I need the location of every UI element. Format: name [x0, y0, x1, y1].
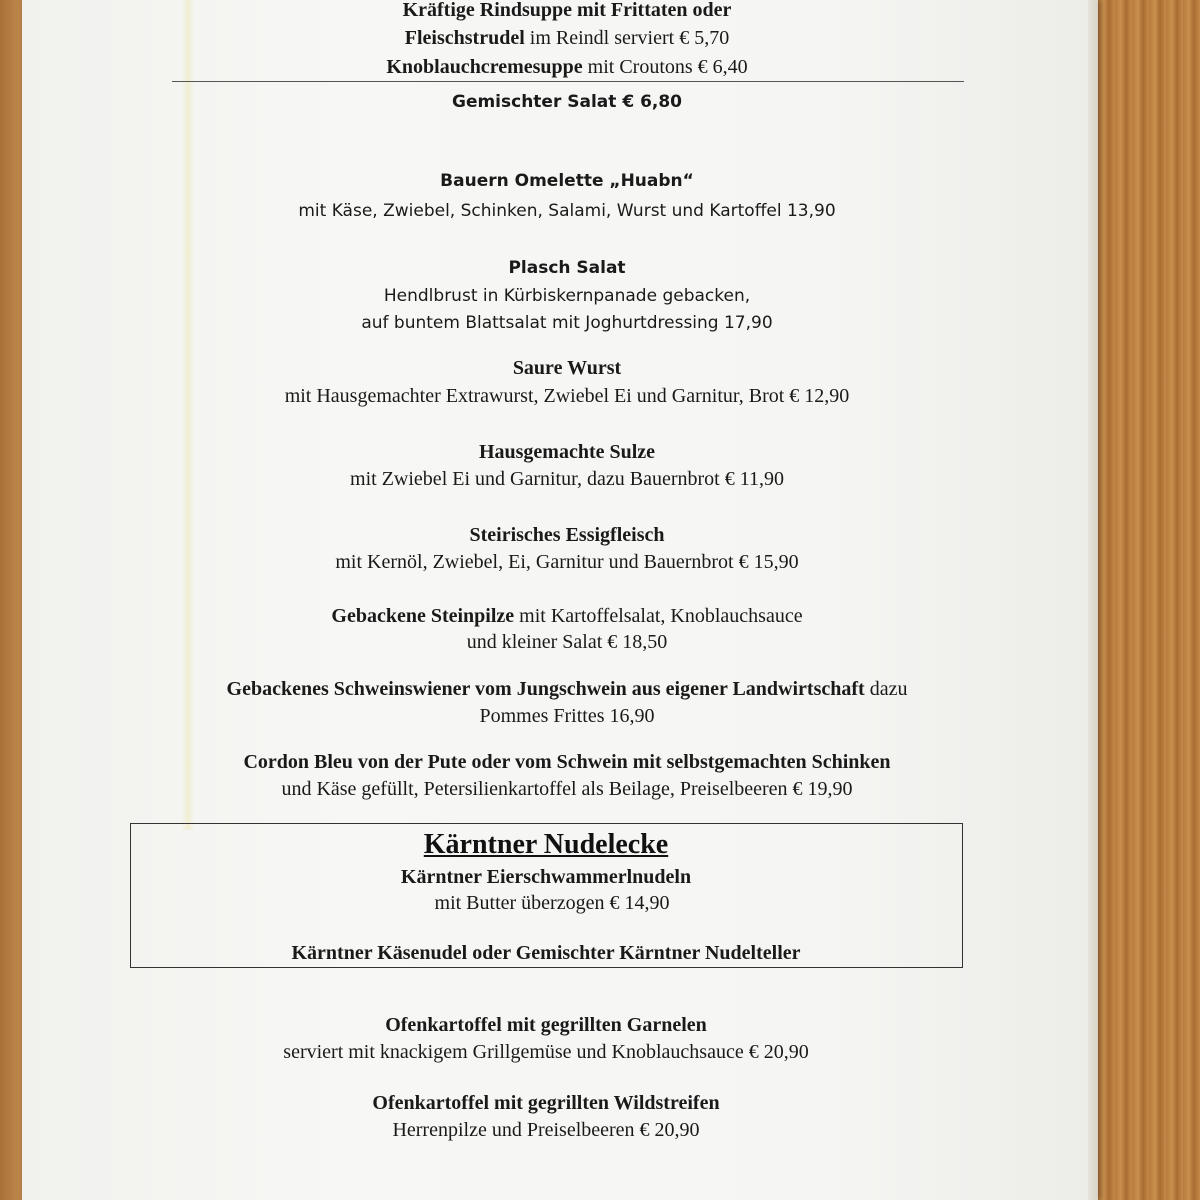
wildstreifen-desc: Herrenpilze und Preiselbeeren € 20,90 [392, 1119, 700, 1141]
cordon-title-text: Cordon Bleu von der Pute oder vom Schwein mit selbstgemachten Schinken [243, 751, 891, 773]
schweinswiener-line-1 [22, 677, 1112, 701]
schweinswiener-dazu: dazu [864, 678, 908, 700]
garnelen-title-text: Ofenkartoffel mit gegrillten Garnelen [385, 1014, 707, 1036]
essigfleisch-desc: mit Kernöl, Zwiebel, Ei, Garnitur und Bauernbrot € 15,90 [335, 551, 799, 573]
soup-line-1 [22, 0, 1112, 22]
wildstreifen-title [0, 1091, 1092, 1115]
soup-line-3 [22, 55, 1112, 79]
cordon-title [22, 750, 1112, 774]
nudelecke-heading: Kärntner Nudelecke [423, 829, 669, 860]
soup-fleischstrudel-desc: im Reindl serviert € 5,70 [524, 27, 730, 49]
kaesenudel: Kärntner Käsenudel oder Gemischter Kärntner Nudelteller [291, 942, 801, 964]
gemischter-salat: Gemischter Salat € 6,80 [451, 92, 683, 112]
soup-rindsuppe: Kräftige Rindsuppe mit Frittaten oder [402, 0, 732, 21]
salad-line [22, 90, 1112, 114]
steinpilze-title: Gebackene Steinpilze [331, 605, 515, 627]
soup-knoblauch-desc: mit Croutons € 6,40 [582, 56, 748, 78]
garnelen-title [0, 1013, 1092, 1037]
saure-wurst-title-text: Saure Wurst [512, 357, 622, 379]
nudelecke-item-1-title [0, 865, 1092, 889]
plasch-title [22, 256, 1112, 280]
plasch-desc-2: auf buntem Blattsalat mit Joghurtdressing 17,90 [361, 313, 773, 333]
plasch-title-text: Plasch Salat [508, 258, 626, 278]
steinpilze-desc-1: mit Kartoffelsalat, Knoblauchsauce [514, 605, 803, 627]
wooden-table-right [1098, 0, 1200, 1200]
nudelecke-item-2 [0, 941, 1092, 965]
soup-line-2 [22, 26, 1112, 50]
omelette-title-text: Bauern Omelette „Huabn“ [440, 171, 694, 191]
nudelecke-item-1-desc: mit Butter überzogen € 14,90 [434, 892, 670, 914]
sulze-title [22, 440, 1112, 464]
soup-knoblauch: Knoblauchcremesuppe [386, 56, 583, 78]
plasch-desc-1: Hendlbrust in Kürbiskernpanade gebacken, [383, 286, 751, 306]
saure-wurst-desc: mit Hausgemachter Extrawurst, Zwiebel Ei und Garnitur, Brot € 12,90 [284, 385, 850, 407]
sulze-desc: mit Zwiebel Ei und Garnitur, dazu Bauernbrot € 11,90 [350, 468, 784, 490]
garnelen-desc: serviert mit knackigem Grillgemüse und Knoblauchsauce € 20,90 [283, 1041, 809, 1063]
omelette-desc: mit Käse, Zwiebel, Schinken, Salami, Wurst und Kartoffel 13,90 [298, 201, 836, 221]
essigfleisch-title [22, 523, 1112, 547]
saure-wurst-title [22, 356, 1112, 380]
steinpilze-line-1 [22, 604, 1112, 628]
eierschwammerlnudeln: Kärntner Eierschwammerlnudeln [400, 866, 692, 888]
schweinswiener-title: Gebackenes Schweinswiener vom Jungschwein aus eigener Landwirtschaft [226, 678, 865, 700]
wildstreifen-title-text: Ofenkartoffel mit gegrillten Wildstreifen [372, 1092, 720, 1114]
omelette-title [22, 169, 1112, 193]
sulze-title-text: Hausgemachte Sulze [478, 441, 656, 463]
steinpilze-desc-2: und kleiner Salat € 18,50 [466, 631, 668, 653]
cordon-desc: und Käse gefüllt, Petersilienkartoffel als Beilage, Preiselbeeren € 19,90 [281, 778, 853, 800]
soup-fleischstrudel: Fleischstrudel [404, 27, 525, 49]
essigfleisch-title-text: Steirisches Essigfleisch [469, 524, 665, 546]
schweinswiener-desc: Pommes Frittes 16,90 [479, 705, 655, 727]
divider-line [172, 81, 964, 82]
